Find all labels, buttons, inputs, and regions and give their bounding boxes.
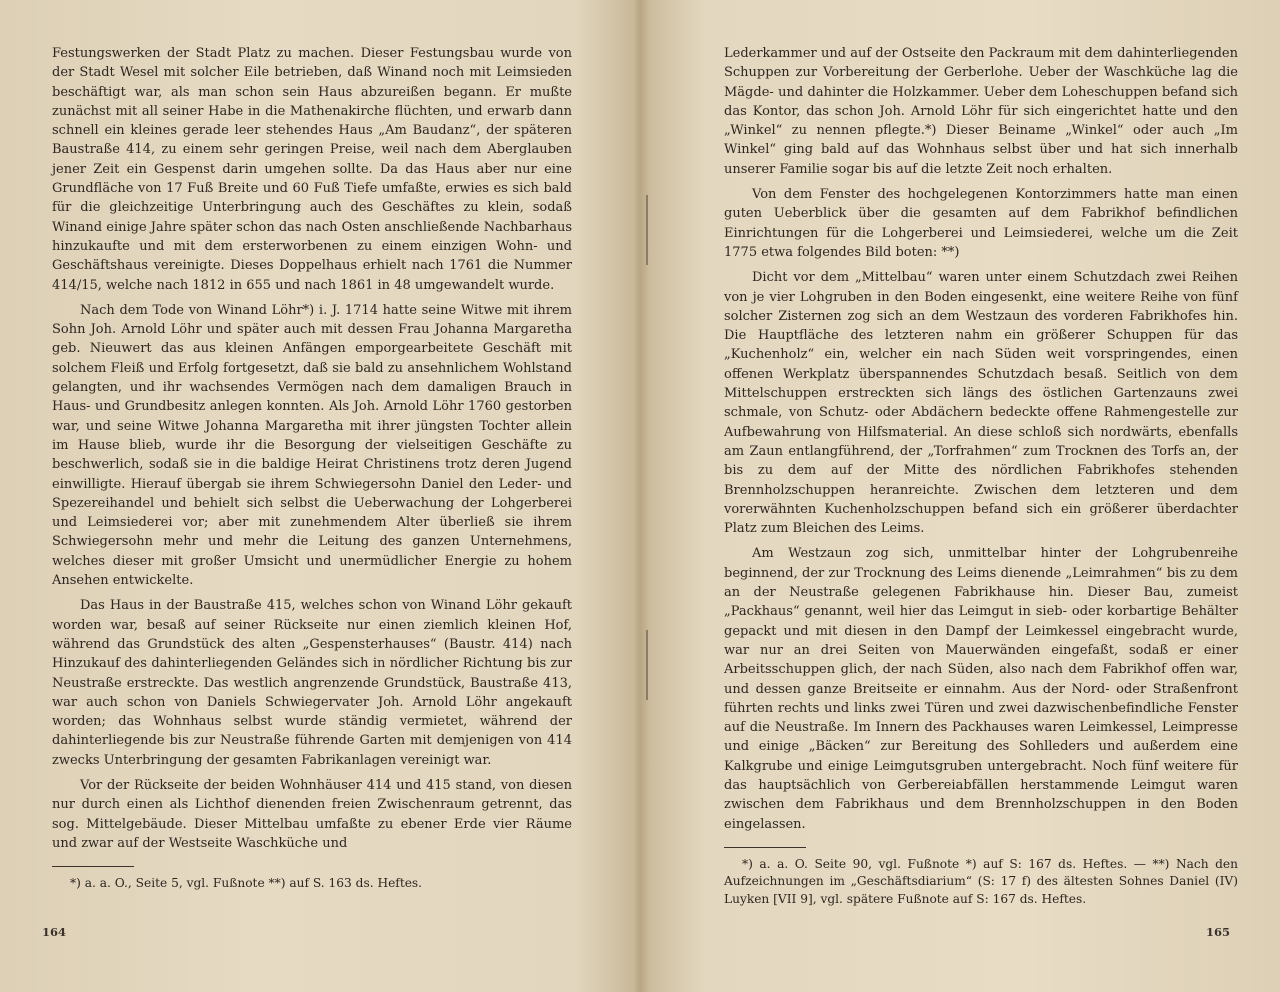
right-footnote: *) a. a. O. Seite 90, vgl. Fußnote *) auf S: 167 ds. Heftes. — **) Nach den Aufzeichnungen im „Geschäftsdiarium“ (S: 17 f) des ältesten Sohnes Daniel (IV) Luyken [VII 9], vgl. spätere Fußnote auf S: 167 ds. Heftes. bbox=[724, 856, 1238, 906]
right-page bbox=[724, 44, 1238, 908]
staple-bottom-icon bbox=[642, 630, 652, 700]
left-footnote: *) a. a. O., Seite 5, vgl. Fußnote **) auf S. 163 ds. Heftes. bbox=[70, 876, 423, 891]
right-paragraph-1: Lederkammer und auf der Ostseite den Packraum mit dem dahinterliegenden Schuppen zur Vorbereitung der Gerberlohe. Ueber der Waschküche lag die Mägde- und dahinter die Holzkammer. Ueber dem Loheschuppen befand sich das Kontor, das schon Joh. Arnold Löhr für sich eingerichtet hatte und den „Winkel“ zu nennen pflegte.*) Dieser Beiname „Winkel“ oder auch „Im Winkel“ ging bald auf das Wohnhaus selbst über und hat sich innerhalb unserer Familie sogar bis auf die letzte Zeit noch erhalten. bbox=[724, 46, 1238, 177]
left-paragraph-4: Vor der Rückseite der beiden Wohnhäuser 414 und 415 stand, von diesen nur durch einen als Lichthof dienenden freien Zwischenraum getrennt, das sog. Mittelgebäude. Dieser Mittelbau umfaßte zu ebener Erde vier Räume und zwar auf der Westseite Waschküche und bbox=[52, 777, 572, 851]
right-page-number: 165 bbox=[1206, 925, 1231, 939]
left-page-number: 164 bbox=[42, 925, 67, 939]
left-paragraph-3: Das Haus in der Baustraße 415, welches schon von Winand Löhr gekauft worden war, besaß auf seiner Rückseite nur einen ziemlich kleinen Hof, während das Grundstück des alten „Gespensterhauses“ (Baustr. 414) nach Hinzukauf des dahinterliegenden Geländes sich in nördlicher Richtung bis zur Neustraße erstreckte. Das westlich angrenzende Grundstück, Baustraße 413, war auch schon von Daniels Schwiegervater Joh. Arnold Löhr angekauft worden; das Wohnhaus selbst wurde ständig vermietet, während der dahinterliegende bis zur Neustraße führende Garten mit demjenigen von 414 zwecks Unterbringung der gesamten Fabrikanlagen vereinigt war. bbox=[52, 598, 572, 768]
left-footnote-rule bbox=[52, 866, 134, 867]
left-paragraph-2: Nach dem Tode von Winand Löhr*) i. J. 1714 hatte seine Witwe mit ihrem Sohn Joh. Arnold Löhr und später auch mit dessen Frau Johanna Margaretha geb. Nieuwert das aus kleinen Anfängen emporgearbeitete Geschäft mit solchem Fleiß und Erfolg fortgesetzt, daß sie bald zu ansehnlichem Wohlstand gelangten, und ihr wachsendes Vermögen nach dem damaligen Brauch in Haus- und Grundbesitz anlegen konnten. Als Joh. Arnold Löhr 1760 gestorben war, und seine Witwe Johanna Margaretha mit ihrer jüngsten Tochter allein im Hause blieb, wurde ihr die Besorgung der vielseitigen Geschäfte zu beschwerlich, sodaß sie in die baldige Heirat Christinens trotz deren Jugend einwilligte. Hierauf übergab sie ihrem Schwiegersohn Daniel den Leder- und Spezereihandel und behielt sich selbst die Ueberwachung der Lohgerberei und Leimsiederei vor; aber mit zunehmendem Alter überließ sie ihrem Schwiegersohn mehr und mehr die Leitung des ganzen Unternehmens, welches dieser mit großer Umsicht und unermüdlicher Energie zu hohem Ansehen entwickelte. bbox=[52, 302, 572, 589]
left-paragraph-1: Festungswerken der Stadt Platz zu machen. Dieser Festungsbau wurde von der Stadt Wesel mit solcher Eile betrieben, daß Winand noch mit Leimsieden beschäftigt war, als man schon sein Haus abzureißen begann. Er mußte zunächst mit all seiner Habe in die Mathenakirche flüchten, und erwarb dann schnell ein kleines gerade leer stehendes Haus „Am Baudanz“, der späteren Baustraße 414, zu einem sehr geringen Preise, weil nach dem Aberglauben jener Zeit ein Gespenst darin umgehen sollte. Da das Haus aber nur eine Grundfläche von 17 Fuß Breite und 60 Fuß Tiefe umfaßte, erwies es sich bald für die gleichzeitige Unterbringung auch des Geschäftes zu klein, sodaß Winand einige Jahre später schon das nach Osten anschließende Nachbarhaus hinzukaufte und mit dem ersterworbenen zu einem einzigen Wohn- und Geschäftshaus vereinigte. Dieses Doppelhaus erhielt nach 1761 die Nummer 414/15, welche nach 1812 in 655 und nach 1861 in 48 umgewandelt wurde. bbox=[52, 46, 572, 293]
right-footnote-rule bbox=[724, 847, 806, 848]
right-paragraph-2: Von dem Fenster des hochgelegenen Kontorzimmers hatte man einen guten Ueberblick über die gesamten auf dem Fabrikhof befindlichen Einrichtungen für die Lohgerberei und Leimsiederei, welche um die Zeit 1775 etwa folgendes Bild boten: **) bbox=[724, 187, 1238, 260]
left-page bbox=[52, 44, 572, 893]
right-paragraph-4: Am Westzaun zog sich, unmittelbar hinter der Lohgrubenreihe beginnend, der zur Trocknung des Leims dienende „Leimrahmen“ bis zu dem an der Neustraße gelegenen Fabrikhause hin. Dieser Bau, zumeist „Packhaus“ genannt, weil hier das Leimgut in sieb- oder korbartige Behälter gepackt und mit diesen in den Dampf der Leimkessel eingebracht wurde, war nur an drei Seiten von Mauerwänden eingefaßt, sodaß er einer Arbeitsschuppen glich, der nach Süden, also nach dem Fabrikhof offen war, und dessen ganze Breitseite er einnahm. Aus der Nord- oder Straßenfront führten rechts und links zwei Türen und zwei dazwischenbefindliche Fenster auf die Neustraße. Im Innern des Packhauses waren Leimkessel, Leimpresse und einige „Bäcken“ zur Bereitung des Sohlleders und außerdem eine Kalkgrube und einige Leimgutsgruben untergebracht. Noch fünf weitere für das hauptsächlich von Gerbereiabfällen herstammende Leimgut waren zwischen dem Fabrikhaus und dem Brennholzschuppen in den Boden eingelassen. bbox=[724, 546, 1238, 832]
right-paragraph-3: Dicht vor dem „Mittelbau“ waren unter einem Schutzdach zwei Reihen von je vier Lohgruben in den Boden eingesenkt, eine weitere Reihe von fünf solcher Zisternen zog sich an dem Westzaun des vorderen Fabrikhofes hin. Die Hauptfläche des letzteren nahm ein größerer Schuppen für das „Kuchenholz“ ein, welcher ein nach Süden weit vorspringendes, einen offenen Werkplatz überspannendes Schutzdach besaß. Seitlich von dem Mittelschuppen erstreckten sich längs des östlichen Gartenzauns zwei schmale, von Schutz- oder Abdächern bedeckte offene Rahmengestelle zur Aufbewahrung von Hilfsmaterial. An diese schloß sich nordwärts, ebenfalls am Zaun entlangführend, der „Torfrahmen“ zum Trocknen des Torfs an, der bis zu dem auf der Mitte des nördlichen Fabrikhofes stehenden Brennholzschuppen heranreichte. Zwischen dem letzteren und dem vorerwähnten Kuchenholzschuppen befand sich ein größerer überdachter Platz zum Bleichen des Leims. bbox=[724, 270, 1238, 537]
staple-top-icon bbox=[642, 195, 652, 265]
